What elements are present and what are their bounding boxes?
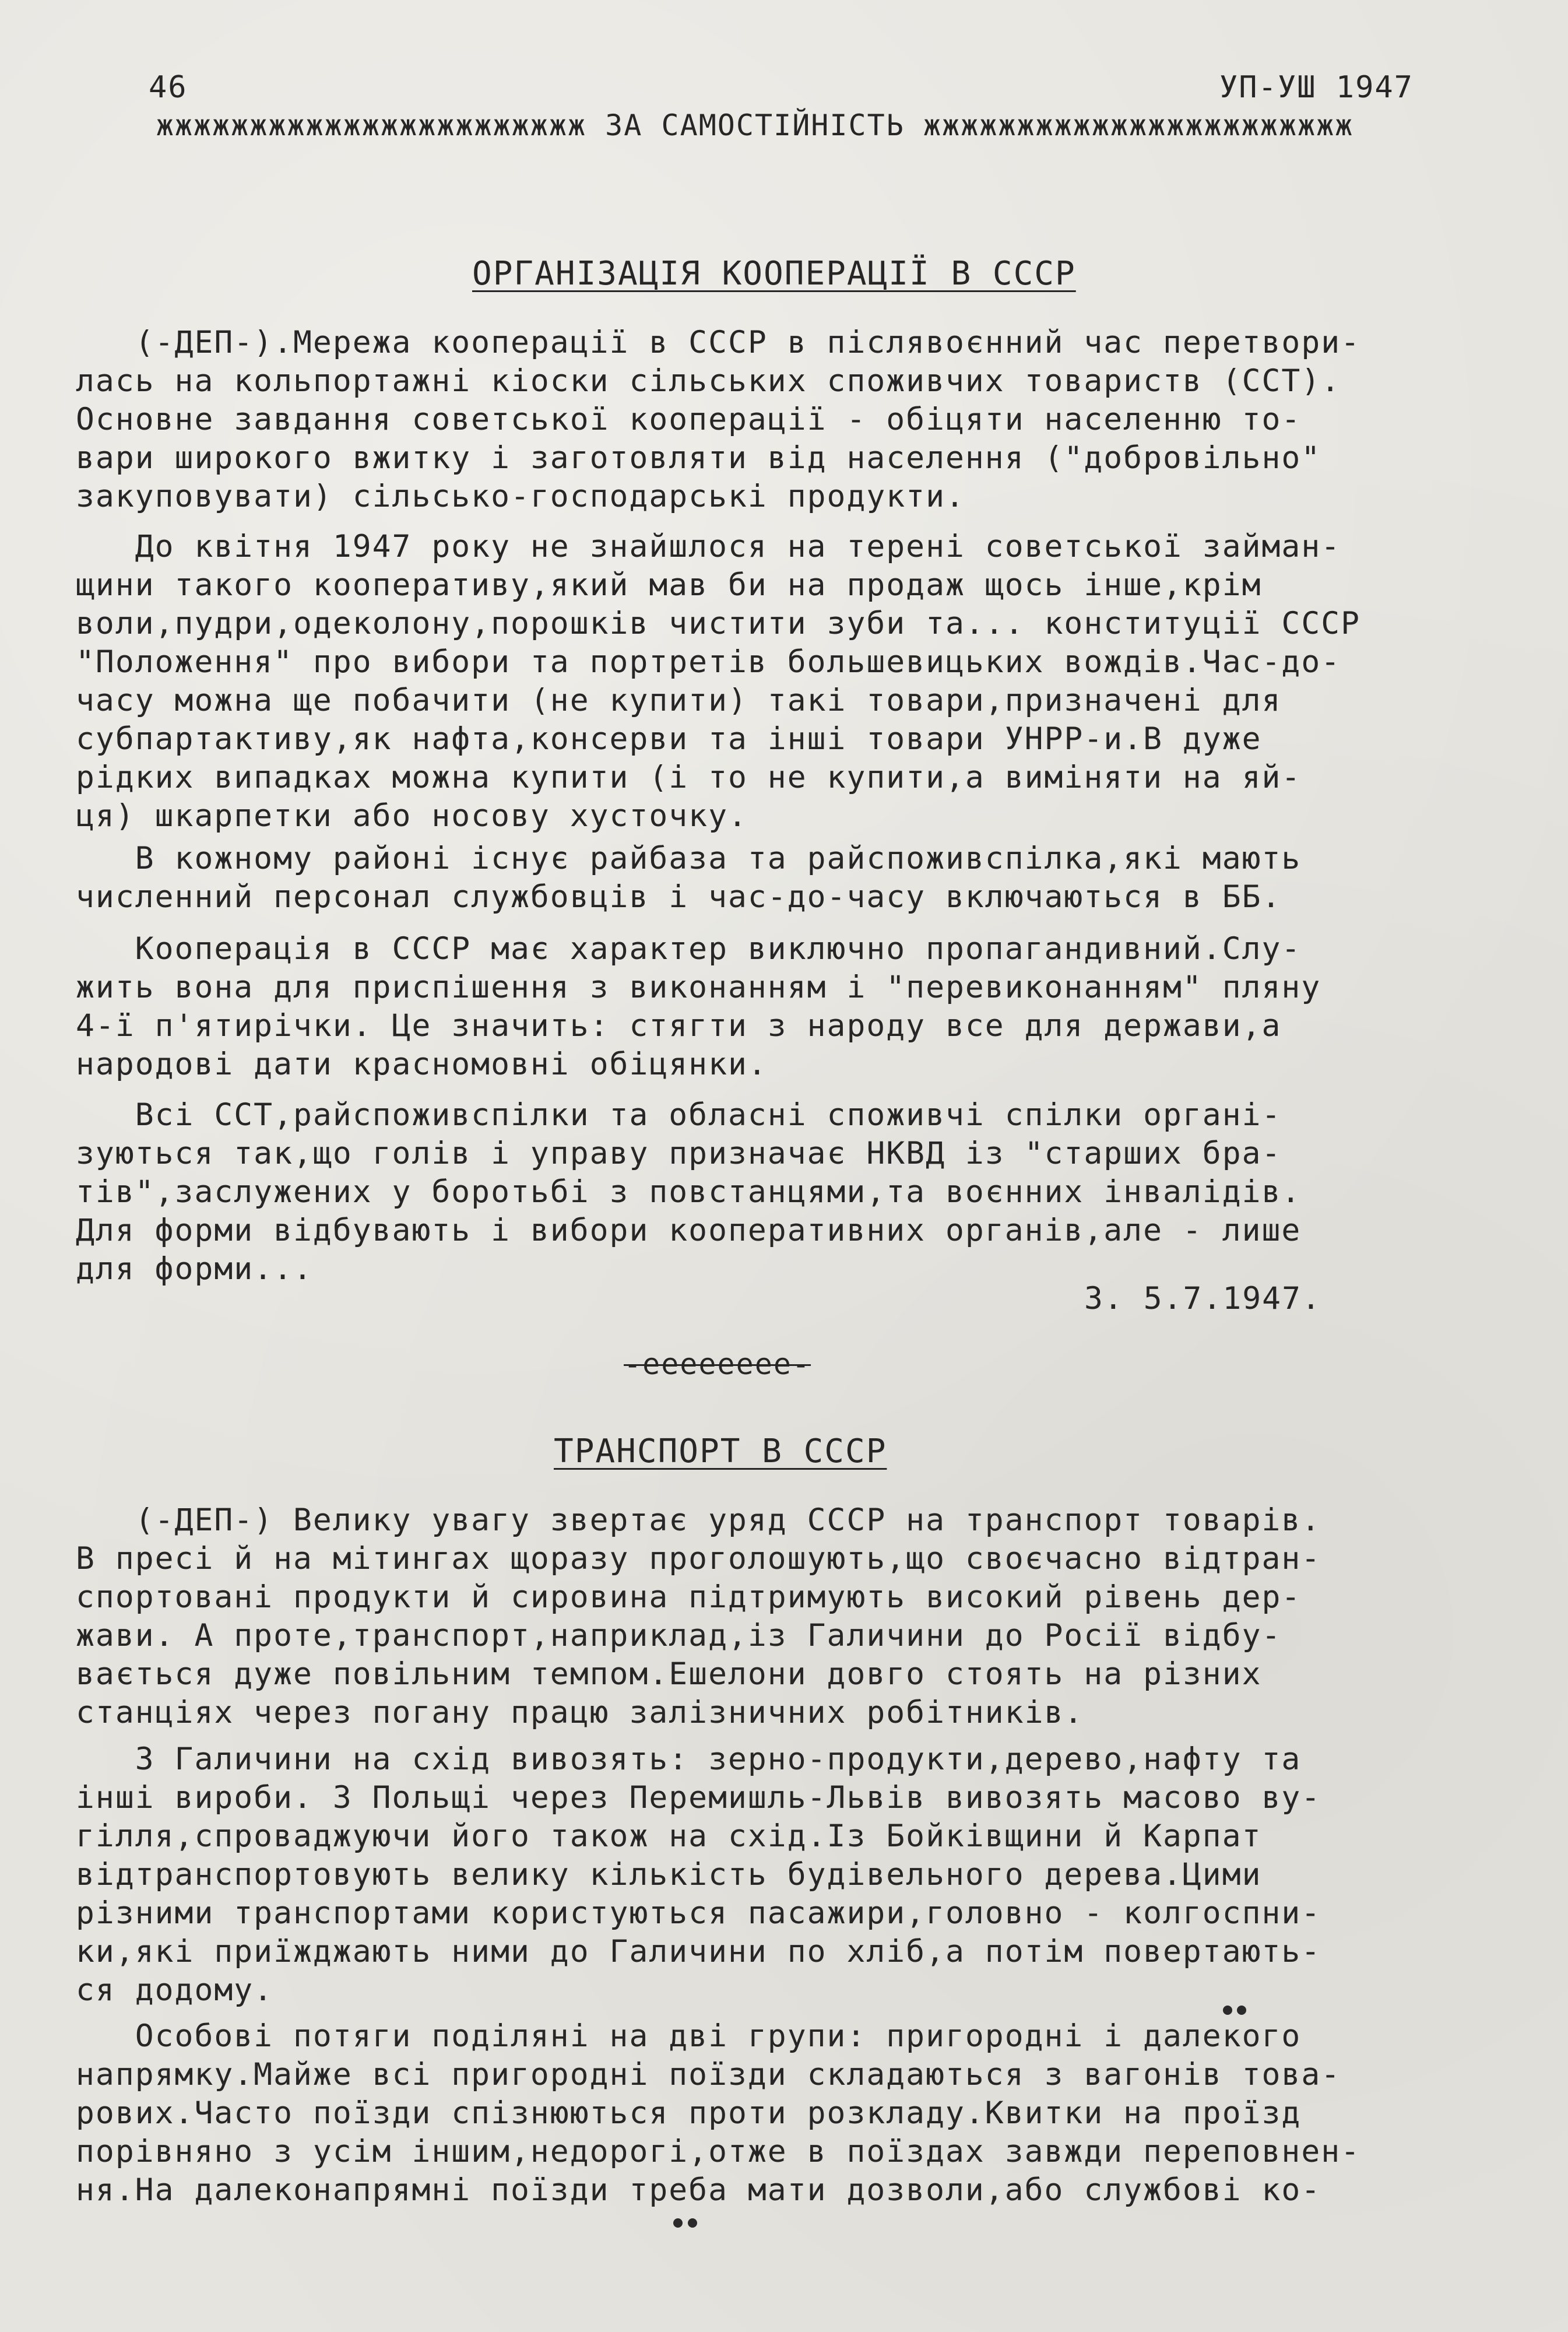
article-2-paragraph-1: (-ДЕП-) Велику увагу звертає уряд СССР на транспорт товарів. В пресі й на мітингах щоразу проголошують,що своєчасно відтран- спортовані продукти й сировина підтримують високий рівень дер- жави. А проте,транспорт,наприклад,із Галичини до Росії відбу- вається дуже повільним темпом.Ешелони довго стоять на різних станціях через погану працю залізничних робітників. [76, 1502, 1321, 1730]
article-1-paragraph-2: До квітня 1947 року не знайшлося на терені советської займан- щини такого кооперативу,який мав би на продаж щось інше,крім воли,пудри,одеколону,порошків чистити зуби та... конституції СССР "Положення" про вибори та портретів большевицьких вождів.Час-до- часу можна ще побачити (не купити) такі товари,призначені для субпартактиву,як нафта,консерви та інші товари УНРР-и.В дуже рідких випадках можна купити (і то не купити,а виміняти на яй- ця) шкарпетки або носову хусточку. [76, 529, 1361, 834]
article-1-paragraph-3: В кожному районі існує райбаза та райспоживспілка,які мають численний персонал службовців і час-до-часу включаються в ББ. [76, 841, 1302, 915]
article-1-paragraph-4: Кооперація в СССР має характер виключно пропагандивний.Слу- жить вона для приспішення з виконанням і "перевиконанням" пляну 4-ї п'ятирічки. Це значить: стягти з народу все для держави,а народові дати красномовні обіцянки. [76, 931, 1321, 1082]
section-separator: -ееееееее- [624, 1347, 811, 1381]
page-number: 46 [149, 70, 188, 105]
article-title-cooperation: ОРГАНІЗАЦІЯ КООПЕРАЦІЇ В СССР [472, 255, 1076, 293]
ink-mark [673, 2218, 683, 2228]
article-2-paragraph-2: З Галичини на схід вивозять: зерно-продукти,дерево,нафту та інші вироби. З Польщі через Перемишль-Львів вивозять масово ву- гілля,спроваджуючи його також на схід.Із Бойківщини й Карпат відтранспортовують велику кількість будівельного дерева.Цими різними транспортами користуються пасажири,головно - колгоспни- ки,які приїжджають ними до Галичини по хліб,а потім повертають- ся додому. [76, 1741, 1321, 2008]
article-1-signature: З. 5.7.1947. [1084, 1281, 1321, 1316]
publication-banner: жжжжжжжжжжжжжжжжжжжжжжж ЗА САМОСТІЙНІСТЬ жжжжжжжжжжжжжжжжжжжжжжж [156, 108, 1354, 142]
page-header [143, 64, 1419, 111]
ink-mark [1237, 2006, 1246, 2015]
article-1-paragraph-5: Всі ССТ,райспоживспілки та обласні споживчі спілки органі- зуються так,що голів і управу призначає НКВД із "старших бра- тів",заслужених у боротьбі з повстанцями,та воєнних інвалідів. Для форми відбувають і вибори кооперативних органів,але - лише для форми... [76, 1097, 1302, 1287]
ink-mark [688, 2218, 697, 2228]
ink-mark [1223, 2006, 1232, 2015]
article-2-paragraph-3: Особові потяги поділяні на дві групи: пригородні і далекого напрямку.Майже всі пригородні поїзди складаються з вагонів това- рових.Часто поїзди спізнюються проти розкладу.Квитки на проїзд порівняно з усім іншим,недорогі,отже в поїздах завжди переповнен- ня.На далеконапрямні поїзди треба мати дозволи,або службові ко- [76, 2018, 1361, 2208]
article-title-transport: ТРАНСПОРТ В СССР [554, 1432, 887, 1470]
issue-date: УП-УШ 1947 [1219, 70, 1414, 105]
article-1-paragraph-1: (-ДЕП-).Мережа кооперації в СССР в післявоєнний час перетвори- лась на кольпортажні кіоски сільських споживчих товариств (ССТ). Основне завдання советської кооперації - обіцяти населенню то- вари широкого вжитку і заготовляти від населення ("добровільно" закуповувати) сільсько-господарські продукти. [76, 325, 1361, 514]
